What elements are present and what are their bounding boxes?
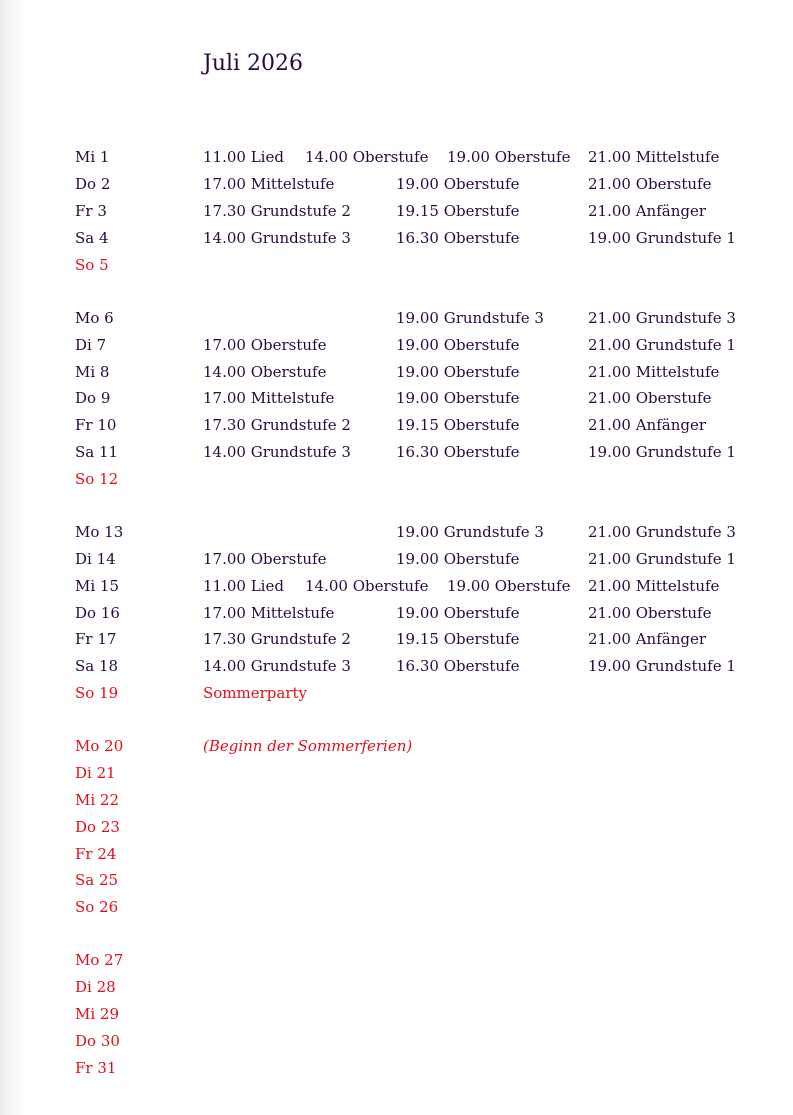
class-entry: 17.00 Oberstufe [203, 550, 327, 568]
schedule-row [0, 680, 793, 707]
class-entry: 17.00 Mittelstufe [203, 604, 335, 622]
class-entry: 21.00 Grundstufe 3 [588, 523, 736, 541]
day-label: Do 23 [75, 818, 120, 836]
schedule-row [0, 947, 793, 974]
day-label: Do 9 [75, 389, 111, 407]
class-entry: 21.00 Anfänger [588, 630, 707, 648]
schedule-row [0, 573, 793, 600]
class-entry: 19.00 Grundstufe 1 [588, 229, 736, 247]
class-entry: 11.00 Lied [203, 577, 284, 595]
class-entry: 19.00 Oberstufe [396, 389, 520, 407]
class-entry: 19.00 Oberstufe [396, 550, 520, 568]
schedule-row [0, 787, 793, 814]
day-label: Mi 8 [75, 363, 110, 381]
day-label: Fr 17 [75, 630, 117, 648]
day-label: Fr 10 [75, 416, 117, 434]
day-label: Mi 1 [75, 148, 110, 166]
day-label: Di 14 [75, 550, 116, 568]
day-label: Mi 22 [75, 791, 120, 809]
schedule-row [0, 1055, 793, 1082]
day-label: Fr 31 [75, 1059, 117, 1077]
class-entry: 19.00 Grundstufe 3 [396, 523, 544, 541]
schedule-row [0, 171, 793, 198]
class-entry: 19.15 Oberstufe [396, 202, 520, 220]
class-entry: 14.00 Oberstufe [305, 148, 429, 166]
schedule-row [0, 225, 793, 252]
schedule-row [0, 600, 793, 627]
schedule-row [0, 546, 793, 573]
schedule-row [0, 626, 793, 653]
page-title: Juli 2026 [203, 51, 304, 76]
day-label: Di 21 [75, 764, 116, 782]
class-entry: 19.00 Oberstufe [447, 577, 571, 595]
class-entry: 19.00 Oberstufe [396, 604, 520, 622]
class-entry: 14.00 Oberstufe [203, 363, 327, 381]
class-entry: 16.30 Oberstufe [396, 657, 520, 675]
schedule-row [0, 1001, 793, 1028]
day-label: Mo 20 [75, 737, 124, 755]
day-label: Di 28 [75, 978, 116, 996]
class-entry: 11.00 Lied [203, 148, 284, 166]
class-entry: 16.30 Oberstufe [396, 229, 520, 247]
class-entry: 19.00 Grundstufe 1 [588, 657, 736, 675]
class-entry: 21.00 Grundstufe 1 [588, 550, 736, 568]
class-entry: 14.00 Grundstufe 3 [203, 229, 351, 247]
class-entry: 17.30 Grundstufe 2 [203, 202, 351, 220]
day-label: Fr 24 [75, 845, 117, 863]
schedule-row [0, 653, 793, 680]
day-label: So 12 [75, 470, 119, 488]
schedule-row [0, 252, 793, 279]
day-label: So 19 [75, 684, 119, 702]
event-note: (Beginn der Sommerferien) [203, 737, 413, 755]
schedule-row [0, 385, 793, 412]
class-entry: 21.00 Grundstufe 3 [588, 309, 736, 327]
schedule-row [0, 359, 793, 386]
schedule-row [0, 841, 793, 868]
schedule-row [0, 894, 793, 921]
class-entry: 19.00 Oberstufe [447, 148, 571, 166]
schedule-row [0, 466, 793, 493]
class-entry: 21.00 Grundstufe 1 [588, 336, 736, 354]
schedule-row [0, 867, 793, 894]
schedule-row [0, 760, 793, 787]
class-entry: 19.00 Grundstufe 1 [588, 443, 736, 461]
day-label: Di 7 [75, 336, 107, 354]
class-entry: 21.00 Mittelstufe [588, 363, 720, 381]
day-label: Do 30 [75, 1032, 120, 1050]
class-entry: 21.00 Oberstufe [588, 604, 712, 622]
day-label: Sa 4 [75, 229, 109, 247]
schedule-row [0, 439, 793, 466]
day-label: Sa 25 [75, 871, 119, 889]
day-label: So 26 [75, 898, 119, 916]
event-note: Sommerparty [203, 684, 308, 702]
day-label: Fr 3 [75, 202, 107, 220]
class-entry: 19.00 Oberstufe [396, 363, 520, 381]
class-entry: 17.30 Grundstufe 2 [203, 416, 351, 434]
class-entry: 21.00 Anfänger [588, 416, 707, 434]
schedule-row [0, 519, 793, 546]
class-entry: 14.00 Grundstufe 3 [203, 443, 351, 461]
day-label: Mo 13 [75, 523, 124, 541]
day-label: Sa 11 [75, 443, 119, 461]
day-label: Mi 29 [75, 1005, 120, 1023]
class-entry: 21.00 Mittelstufe [588, 577, 720, 595]
class-entry: 21.00 Anfänger [588, 202, 707, 220]
day-label: Sa 18 [75, 657, 119, 675]
class-entry: 19.15 Oberstufe [396, 416, 520, 434]
class-entry: 21.00 Mittelstufe [588, 148, 720, 166]
day-label: Mi 15 [75, 577, 120, 595]
class-entry: 17.30 Grundstufe 2 [203, 630, 351, 648]
schedule-row [0, 198, 793, 225]
class-entry: 19.00 Grundstufe 3 [396, 309, 544, 327]
schedule-row [0, 1028, 793, 1055]
schedule-row [0, 305, 793, 332]
class-entry: 14.00 Oberstufe [305, 577, 429, 595]
schedule-row [0, 332, 793, 359]
day-label: Mo 6 [75, 309, 114, 327]
schedule-row [0, 814, 793, 841]
class-entry: 19.00 Oberstufe [396, 175, 520, 193]
class-entry: 14.00 Grundstufe 3 [203, 657, 351, 675]
schedule-row [0, 412, 793, 439]
class-entry: 19.00 Oberstufe [396, 336, 520, 354]
schedule-row [0, 974, 793, 1001]
class-entry: 21.00 Oberstufe [588, 175, 712, 193]
class-entry: 16.30 Oberstufe [396, 443, 520, 461]
schedule-row [0, 144, 793, 171]
day-label: Mo 27 [75, 951, 124, 969]
day-label: Do 16 [75, 604, 120, 622]
class-entry: 21.00 Oberstufe [588, 389, 712, 407]
class-entry: 19.15 Oberstufe [396, 630, 520, 648]
day-label: So 5 [75, 256, 109, 274]
schedule-row [0, 733, 793, 760]
class-entry: 17.00 Mittelstufe [203, 175, 335, 193]
class-entry: 17.00 Mittelstufe [203, 389, 335, 407]
day-label: Do 2 [75, 175, 111, 193]
class-entry: 17.00 Oberstufe [203, 336, 327, 354]
